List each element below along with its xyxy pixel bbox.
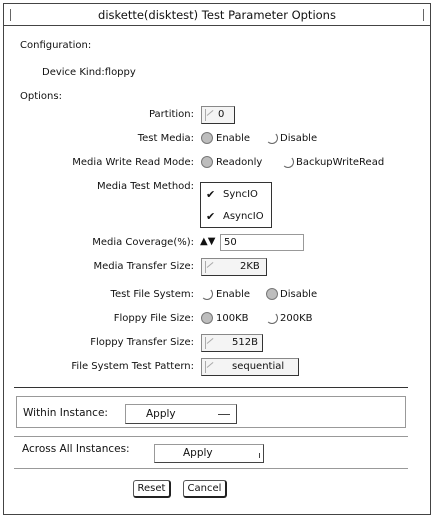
floppy-file-size-label: Floppy File Size: — [113, 313, 194, 324]
instances-divider — [14, 436, 408, 437]
spin-arrow-icon — [205, 337, 213, 349]
media-coverage-value: 50 — [224, 237, 237, 248]
device-kind-text: Device Kind:floppy — [42, 67, 136, 78]
partition-stepper[interactable] — [201, 106, 235, 124]
media-test-method-group — [200, 182, 272, 228]
test-media-enable-radio[interactable] — [201, 132, 213, 144]
readonly-radio[interactable] — [201, 156, 213, 168]
title-bar-right-mark — [423, 9, 424, 21]
menu-mark-icon — [259, 453, 260, 458]
test-media-enable-label: Enable — [216, 133, 251, 144]
file-system-test-pattern-label: File System Test Pattern: — [71, 361, 194, 372]
test-media-label: Test Media: — [137, 133, 194, 144]
test-file-system-enable-radio[interactable] — [201, 288, 213, 300]
media-test-method-label: Media Test Method: — [97, 181, 194, 192]
test-file-system-enable-label: Enable — [216, 289, 251, 300]
backup-write-read-radio[interactable] — [282, 156, 294, 168]
floppy-transfer-size-selector[interactable] — [201, 334, 263, 352]
floppy-100kb-label: 100KB — [216, 313, 249, 324]
media-write-read-mode-label: Media Write Read Mode: — [72, 157, 194, 168]
spin-arrow-icon — [205, 361, 213, 373]
across-instances-apply-button[interactable] — [154, 444, 264, 463]
partition-label: Partition: — [148, 109, 194, 120]
asyncio-label: AsyncIO — [223, 211, 264, 222]
reset-button[interactable]: Reset — [133, 480, 171, 498]
within-instance-apply-button[interactable] — [125, 404, 237, 424]
test-file-system-disable-radio[interactable] — [266, 288, 278, 300]
footer-divider — [14, 468, 408, 469]
menu-dash-icon — [218, 414, 230, 415]
asyncio-checkmark-icon[interactable]: ✔ — [206, 210, 216, 223]
backup-write-read-label: BackupWriteRead — [296, 157, 385, 168]
window-title: diskette(disktest) Test Parameter Options — [98, 8, 336, 22]
configuration-heading: Configuration: — [20, 40, 92, 51]
spin-arrow-icon — [205, 261, 213, 273]
dialog-window — [3, 3, 431, 515]
within-instance-label: Within Instance: — [23, 407, 108, 419]
floppy-transfer-size-value: 512B — [232, 337, 258, 348]
floppy-200kb-label: 200KB — [280, 313, 313, 324]
media-coverage-label: Media Coverage(%): — [92, 237, 194, 248]
floppy-100kb-radio[interactable] — [201, 312, 213, 324]
media-transfer-size-label: Media Transfer Size: — [93, 261, 194, 272]
floppy-transfer-size-label: Floppy Transfer Size: — [90, 337, 194, 348]
file-system-test-pattern-selector[interactable] — [201, 358, 299, 376]
options-divider — [14, 387, 408, 388]
coverage-spin-arrows-icon[interactable]: ▲▼ — [200, 236, 216, 247]
media-coverage-input[interactable] — [220, 234, 304, 251]
title-bar — [4, 4, 430, 26]
cancel-button[interactable]: Cancel — [183, 480, 227, 498]
syncio-checkmark-icon[interactable]: ✔ — [206, 188, 216, 201]
spin-arrow-icon — [205, 109, 213, 121]
test-file-system-disable-label: Disable — [280, 289, 318, 300]
test-media-disable-label: Disable — [280, 133, 318, 144]
title-bar-left-mark — [10, 9, 11, 21]
test-file-system-label: Test File System: — [110, 289, 194, 300]
partition-value: 0 — [218, 109, 225, 120]
readonly-label: Readonly — [216, 157, 263, 168]
syncio-label: SyncIO — [223, 189, 258, 200]
file-system-test-pattern-value: sequential — [232, 361, 285, 372]
across-instances-label: Across All Instances: — [22, 443, 130, 455]
media-transfer-size-selector[interactable] — [201, 258, 267, 276]
media-transfer-size-value: 2KB — [240, 261, 260, 272]
across-instances-apply-label: Apply — [183, 447, 213, 459]
options-heading: Options: — [20, 91, 62, 102]
within-instance-apply-label: Apply — [146, 408, 176, 420]
within-instance-group — [16, 396, 406, 428]
floppy-200kb-radio[interactable] — [266, 312, 278, 324]
test-media-disable-radio[interactable] — [266, 132, 278, 144]
